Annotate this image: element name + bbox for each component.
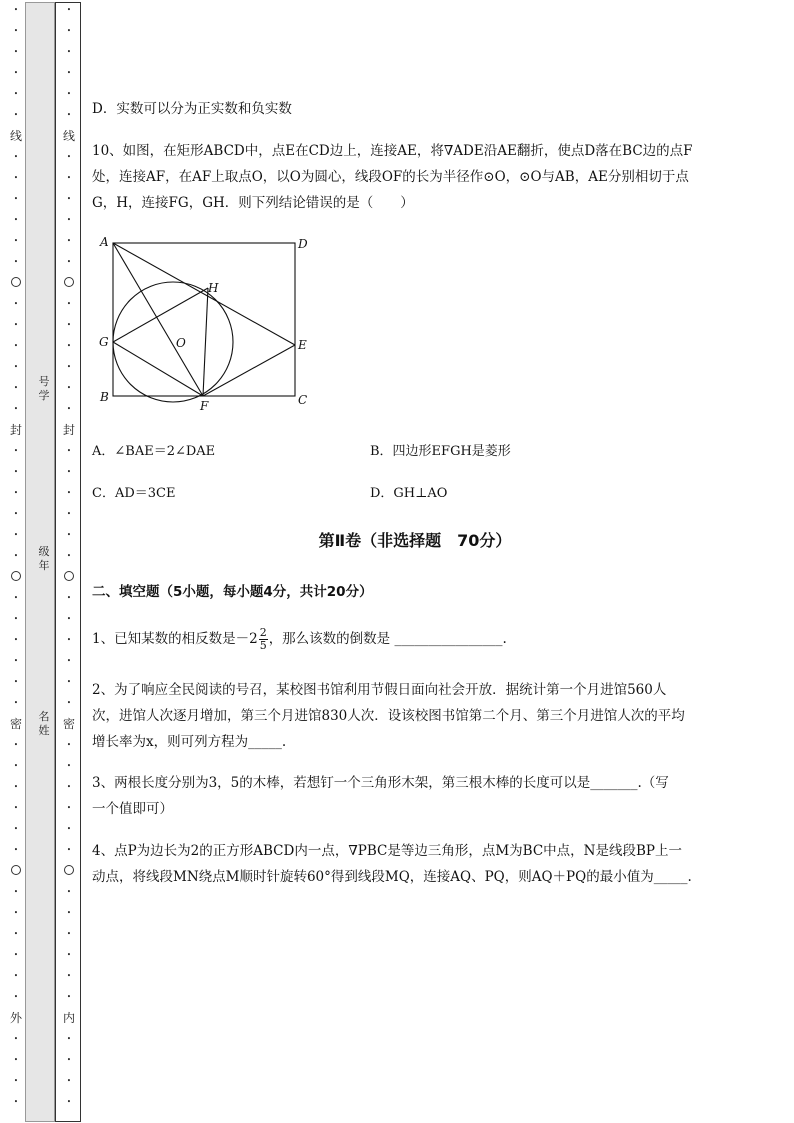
fill-question-3: 3、两根长度分别为3，5的木棒，若想钉一个三角形木架，第三根木棒的长度可以是_______.（写 一个值即可） [92, 775, 669, 817]
option-c: C．AD＝3CE [92, 486, 176, 501]
binding-dot: • [13, 384, 19, 392]
binding-dot: • [13, 321, 19, 329]
binding-circle-row [62, 567, 76, 588]
inner-dot-column [62, 0, 76, 1123]
binding-dot: • [13, 216, 19, 224]
binding-dot: • [66, 237, 72, 245]
binding-dot: • [13, 27, 19, 35]
binding-dot: • [66, 699, 72, 707]
binding-dot: • [66, 342, 72, 350]
label-h: H [208, 281, 219, 295]
binding-dot: • [13, 300, 19, 308]
fill-question-4: 4、点P为边长为2的正方形ABCD内一点，∇PBC是等边三角形，点M为BC中点，N是线段BP上一 动点，将线段MN绕点M顺时针旋转60°得到线段MQ，连接AQ、PQ，则AQ＋PQ的最小值为_____. [92, 843, 692, 885]
option-a: A．∠BAE＝2∠DAE [92, 444, 216, 459]
binding-dot: • [66, 552, 72, 560]
label-f: F [200, 399, 209, 413]
binding-dot: • [13, 6, 19, 14]
option-d: D．GH⊥AO [370, 486, 448, 501]
binding-dot: • [13, 615, 19, 623]
binding-dot: • [13, 825, 19, 833]
binding-dot: • [66, 258, 72, 266]
binding-dot: • [66, 930, 72, 938]
binding-dot: • [13, 636, 19, 644]
binding-dot: • [13, 1098, 19, 1106]
binding-dot: • [66, 363, 72, 371]
binding-dot: • [66, 804, 72, 812]
binding-dot: • [13, 846, 19, 854]
line-gf [113, 342, 203, 396]
binding-dot: • [13, 909, 19, 917]
binding-char: 封 [62, 423, 75, 437]
binding-dot: • [66, 468, 72, 476]
line-fe [203, 345, 295, 396]
binding-dot: • [66, 174, 72, 182]
binding-dot: • [66, 951, 72, 959]
binding-dot: • [66, 909, 72, 917]
binding-circle-row [62, 861, 76, 882]
line-gh [113, 288, 208, 342]
binding-dot: • [13, 447, 19, 455]
binding-dot: • [66, 216, 72, 224]
binding-dot: • [66, 972, 72, 980]
label-e: E [298, 338, 307, 352]
binding-dot: • [66, 741, 72, 749]
binding-char: 内 [62, 1011, 75, 1025]
q10-line2: 处，连接AF，在AF上取点O，以O为圆心，线段OF的长为半径作⊙O，⊙O与AB，AE分别相切于点 [92, 169, 689, 185]
binding-dot: • [66, 846, 72, 854]
binding-char: 线 [9, 129, 22, 143]
field-label-name: 名 姓 [38, 710, 50, 737]
binding-dot: • [13, 174, 19, 182]
binding-char: 密 [9, 717, 22, 731]
binding-circle-row [9, 273, 23, 294]
field-label-student-no: 号 学 [38, 375, 50, 402]
outer-dot-column [9, 0, 23, 1123]
binding-dot: • [13, 783, 19, 791]
binding-dot: • [13, 699, 19, 707]
fill-question-1: 1、已知某数的相反数是－2 $\frac{2}{5}$ ，那么该数的倒数是 ________________. [92, 626, 507, 652]
binding-char: 密 [62, 717, 75, 731]
binding-dot: • [13, 1035, 19, 1043]
binding-dot: • [13, 258, 19, 266]
option-d-previous: D．实数可以分为正实数和负实数 [92, 101, 292, 117]
field-label-class: 级 年 [38, 545, 50, 572]
binding-circle-row [62, 273, 76, 294]
section-title: 第Ⅱ卷（非选择题 70分） [318, 531, 512, 550]
binding-dot: • [66, 489, 72, 497]
binding-dot: • [66, 111, 72, 119]
binding-char: 外 [9, 1011, 22, 1025]
binding-circle-icon [64, 571, 74, 581]
binding-dot: • [13, 741, 19, 749]
binding-dot: • [13, 489, 19, 497]
binding-dot: • [13, 69, 19, 77]
binding-circle-icon [11, 277, 21, 287]
binding-dot: • [66, 405, 72, 413]
binding-dot: • [66, 888, 72, 896]
binding-dot: • [13, 237, 19, 245]
binding-char: 线 [62, 129, 75, 143]
binding-dot: • [66, 510, 72, 518]
label-a: A [100, 235, 109, 249]
binding-dot: • [66, 384, 72, 392]
binding-dot: • [13, 468, 19, 476]
fill-question-2: 2、为了响应全民阅读的号召，某校图书馆利用节假日面向社会开放．据统计第一个月进馆560人 次，进馆人次逐月增加，第三个月进馆830人次．设该校图书馆第二个月、第三个月进馆人次的平均 增长率为x，则可列方程为_____. [92, 682, 685, 750]
label-g: G [99, 335, 109, 349]
binding-dot: • [13, 951, 19, 959]
binding-dot: • [66, 69, 72, 77]
binding-dot: • [66, 783, 72, 791]
label-c: C [298, 393, 308, 407]
fraction-two-fifths: $\frac{2}{5}$ [259, 626, 267, 652]
binding-dot: • [66, 1077, 72, 1085]
label-b: B [100, 390, 109, 404]
binding-dot: • [13, 993, 19, 1001]
question-10 [92, 138, 742, 216]
binding-dot: • [66, 636, 72, 644]
binding-dot: • [13, 930, 19, 938]
binding-dot: • [66, 615, 72, 623]
binding-dot: • [13, 972, 19, 980]
binding-dot: • [66, 1035, 72, 1043]
binding-dot: • [13, 111, 19, 119]
binding-dot: • [66, 594, 72, 602]
binding-dot: • [66, 678, 72, 686]
binding-dot: • [66, 195, 72, 203]
binding-dot: • [66, 1056, 72, 1064]
binding-dot: • [66, 1098, 72, 1106]
binding-char: 封 [9, 423, 22, 437]
binding-dot: • [13, 153, 19, 161]
binding-dot: • [13, 1077, 19, 1085]
binding-circle-row [9, 861, 23, 882]
binding-dot: • [13, 1056, 19, 1064]
binding-dot: • [66, 27, 72, 35]
binding-dot: • [66, 48, 72, 56]
binding-dot: • [13, 657, 19, 665]
binding-dot: • [13, 552, 19, 560]
option-b: B．四边形EFGH是菱形 [370, 444, 511, 459]
binding-dot: • [66, 762, 72, 770]
binding-dot: • [13, 405, 19, 413]
line-ae [113, 243, 295, 345]
binding-dot: • [66, 321, 72, 329]
binding-dot: • [66, 531, 72, 539]
binding-dot: • [13, 762, 19, 770]
binding-dot: • [66, 447, 72, 455]
binding-dot: • [66, 153, 72, 161]
binding-dot: • [13, 678, 19, 686]
q10-line3: G，H，连接FG，GH．则下列结论错误的是（ ） [92, 195, 414, 211]
binding-dot: • [66, 300, 72, 308]
binding-circle-icon [11, 571, 21, 581]
binding-dot: • [13, 342, 19, 350]
section-heading: 二、填空题（5小题，每小题4分，共计20分） [92, 584, 373, 600]
binding-dot: • [13, 90, 19, 98]
binding-dot: • [13, 594, 19, 602]
binding-dot: • [13, 48, 19, 56]
label-d: D [298, 237, 308, 251]
binding-circle-row [9, 567, 23, 588]
binding-dot: • [13, 531, 19, 539]
binding-dot: • [66, 6, 72, 14]
binding-dot: • [13, 510, 19, 518]
geometry-figure [90, 230, 320, 415]
line-hf [203, 288, 208, 396]
binding-dot: • [66, 993, 72, 1001]
binding-circle-icon [64, 865, 74, 875]
binding-dot: • [66, 90, 72, 98]
binding-dot: • [66, 825, 72, 833]
binding-dot: • [13, 888, 19, 896]
label-o: O [176, 336, 186, 350]
binding-circle-icon [11, 865, 21, 875]
binding-circle-icon [64, 277, 74, 287]
binding-dot: • [66, 657, 72, 665]
binding-dot: • [13, 363, 19, 371]
line-af [113, 243, 203, 396]
q10-line1: 10、如图，在矩形ABCD中，点E在CD边上，连接AE，将∇ADE沿AE翻折，使点D落在BC边的点F [92, 143, 693, 159]
binding-dot: • [13, 804, 19, 812]
binding-dot: • [13, 195, 19, 203]
